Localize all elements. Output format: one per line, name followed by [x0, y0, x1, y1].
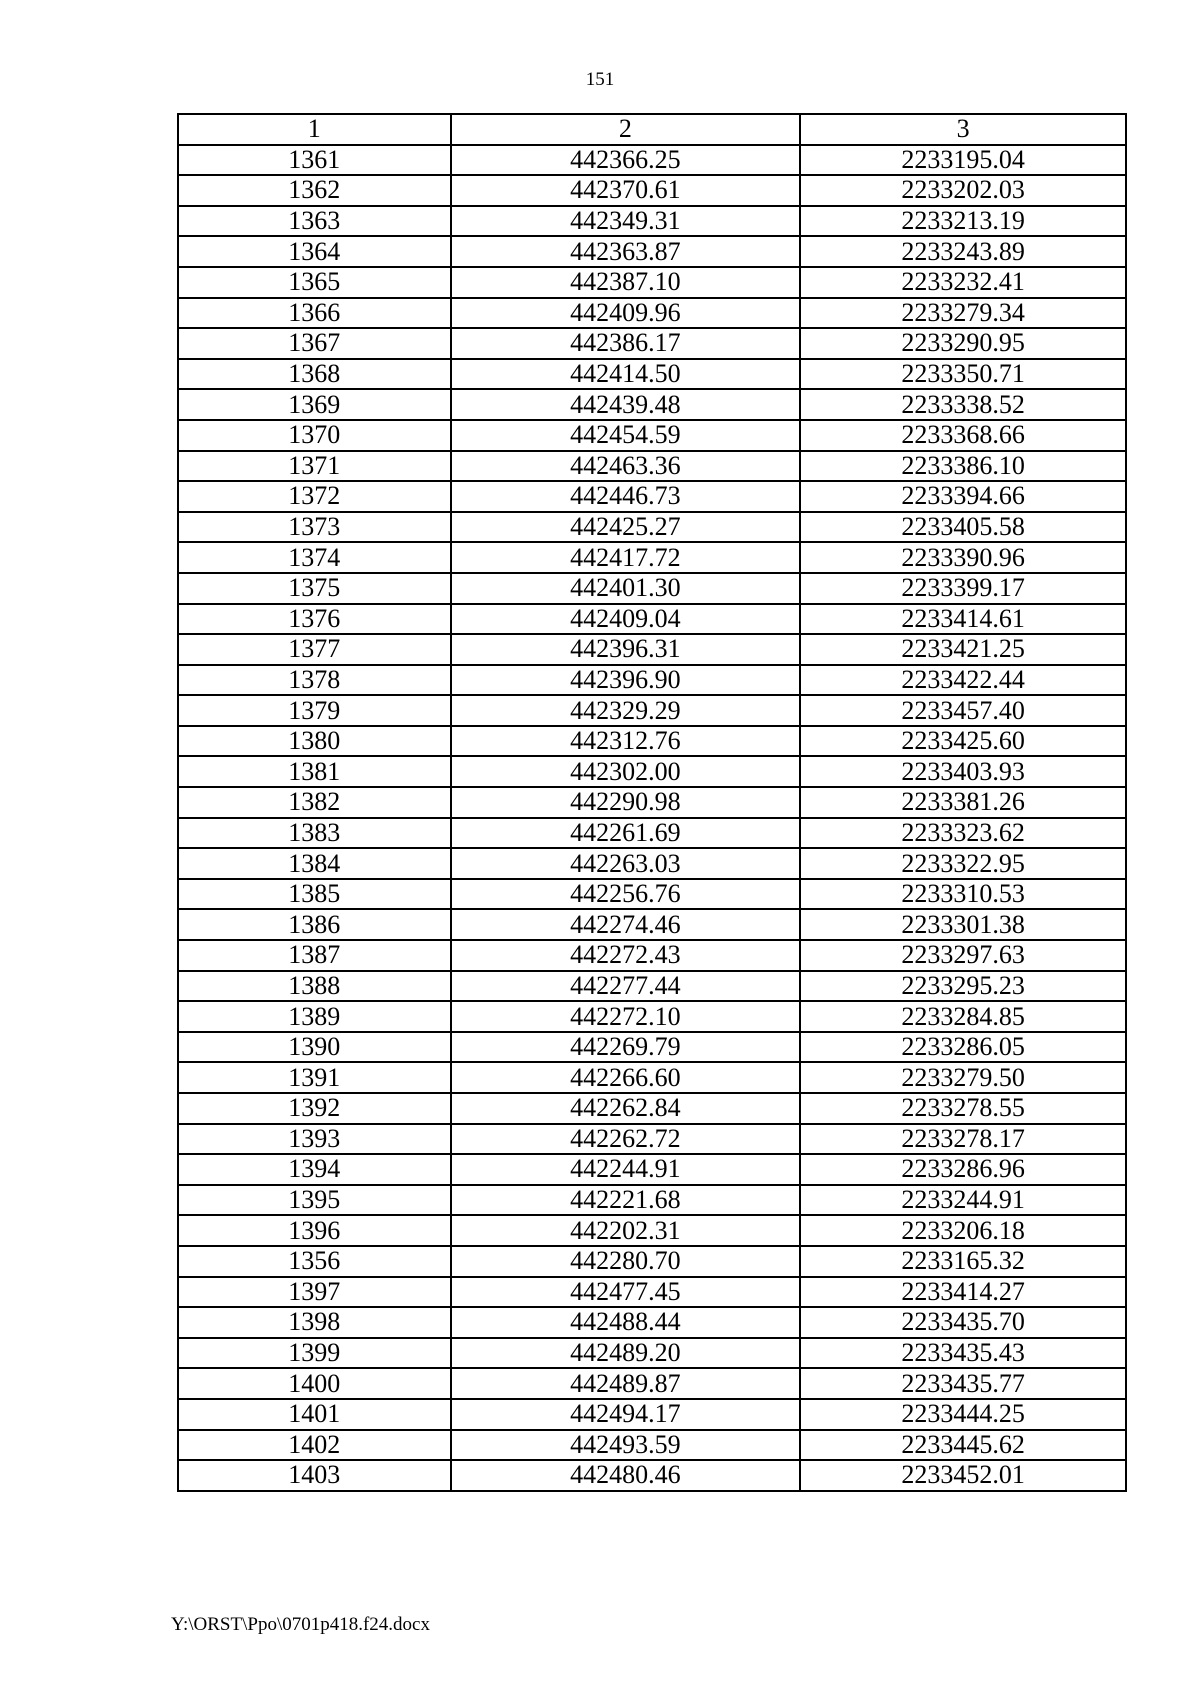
point-number-cell: 1371 — [178, 451, 451, 482]
y-coordinate-cell: 2233279.34 — [800, 298, 1126, 329]
point-number-cell: 1389 — [178, 1001, 451, 1032]
y-coordinate-cell: 2233295.23 — [800, 971, 1126, 1002]
y-coordinate-cell: 2233284.85 — [800, 1001, 1126, 1032]
y-coordinate-cell: 2233297.63 — [800, 940, 1126, 971]
table-row — [178, 1124, 1126, 1155]
point-number-cell: 1375 — [178, 573, 451, 604]
x-coordinate-cell: 442256.76 — [451, 879, 801, 910]
point-number-cell: 1379 — [178, 695, 451, 726]
point-number-cell: 1393 — [178, 1124, 451, 1155]
table-row — [178, 145, 1126, 176]
y-coordinate-cell: 2233394.66 — [800, 481, 1126, 512]
table-row — [178, 175, 1126, 206]
y-coordinate-cell: 2233244.91 — [800, 1185, 1126, 1216]
table-row — [178, 328, 1126, 359]
x-coordinate-cell: 442274.46 — [451, 909, 801, 940]
x-coordinate-cell: 442312.76 — [451, 726, 801, 757]
y-coordinate-cell: 2233421.25 — [800, 634, 1126, 665]
table-row — [178, 1430, 1126, 1461]
x-coordinate-cell: 442489.87 — [451, 1368, 801, 1399]
point-number-cell: 1383 — [178, 818, 451, 849]
x-coordinate-cell: 442439.48 — [451, 389, 801, 420]
table-row — [178, 1032, 1126, 1063]
y-coordinate-cell: 2233368.66 — [800, 420, 1126, 451]
x-coordinate-cell: 442488.44 — [451, 1307, 801, 1338]
table-row — [178, 512, 1126, 543]
y-coordinate-cell: 2233414.27 — [800, 1277, 1126, 1308]
x-coordinate-cell: 442262.84 — [451, 1093, 801, 1124]
x-coordinate-cell: 442370.61 — [451, 175, 801, 206]
y-coordinate-cell: 2233243.89 — [800, 236, 1126, 267]
x-coordinate-cell: 442263.03 — [451, 848, 801, 879]
x-coordinate-cell: 442280.70 — [451, 1246, 801, 1277]
y-coordinate-cell: 2233278.17 — [800, 1124, 1126, 1155]
x-coordinate-cell: 442349.31 — [451, 206, 801, 237]
y-coordinate-cell: 2233425.60 — [800, 726, 1126, 757]
table-row — [178, 1215, 1126, 1246]
x-coordinate-cell: 442290.98 — [451, 787, 801, 818]
x-coordinate-cell: 442489.20 — [451, 1338, 801, 1369]
point-number-cell: 1372 — [178, 481, 451, 512]
point-number-cell: 1374 — [178, 542, 451, 573]
point-number-cell: 1364 — [178, 236, 451, 267]
x-coordinate-cell: 442366.25 — [451, 145, 801, 176]
x-coordinate-cell: 442302.00 — [451, 756, 801, 787]
y-coordinate-cell: 2233422.44 — [800, 665, 1126, 696]
table-row — [178, 573, 1126, 604]
point-number-cell: 1381 — [178, 756, 451, 787]
table-row — [178, 879, 1126, 910]
table-row — [178, 1277, 1126, 1308]
x-coordinate-cell: 442401.30 — [451, 573, 801, 604]
y-coordinate-cell: 2233414.61 — [800, 604, 1126, 635]
table-row — [178, 1368, 1126, 1399]
table-row — [178, 451, 1126, 482]
x-coordinate-cell: 442363.87 — [451, 236, 801, 267]
table-row — [178, 389, 1126, 420]
point-number-cell: 1390 — [178, 1032, 451, 1063]
x-coordinate-cell: 442480.46 — [451, 1460, 801, 1491]
y-coordinate-cell: 2233399.17 — [800, 573, 1126, 604]
y-coordinate-cell: 2233435.43 — [800, 1338, 1126, 1369]
x-coordinate-cell: 442454.59 — [451, 420, 801, 451]
point-number-cell: 1384 — [178, 848, 451, 879]
y-coordinate-cell: 2233452.01 — [800, 1460, 1126, 1491]
y-coordinate-cell: 2233301.38 — [800, 909, 1126, 940]
table-row — [178, 787, 1126, 818]
table-row — [178, 604, 1126, 635]
column-header-3: 3 — [800, 114, 1126, 145]
y-coordinate-cell: 2233232.41 — [800, 267, 1126, 298]
y-coordinate-cell: 2233405.58 — [800, 512, 1126, 543]
x-coordinate-cell: 442202.31 — [451, 1215, 801, 1246]
x-coordinate-cell: 442221.68 — [451, 1185, 801, 1216]
y-coordinate-cell: 2233445.62 — [800, 1430, 1126, 1461]
table-row — [178, 420, 1126, 451]
x-coordinate-cell: 442261.69 — [451, 818, 801, 849]
x-coordinate-cell: 442269.79 — [451, 1032, 801, 1063]
x-coordinate-cell: 442387.10 — [451, 267, 801, 298]
y-coordinate-cell: 2233386.10 — [800, 451, 1126, 482]
point-number-cell: 1394 — [178, 1154, 451, 1185]
point-number-cell: 1402 — [178, 1430, 451, 1461]
x-coordinate-cell: 442409.04 — [451, 604, 801, 635]
point-number-cell: 1400 — [178, 1368, 451, 1399]
y-coordinate-cell: 2233338.52 — [800, 389, 1126, 420]
x-coordinate-cell: 442463.36 — [451, 451, 801, 482]
x-coordinate-cell: 442244.91 — [451, 1154, 801, 1185]
y-coordinate-cell: 2233206.18 — [800, 1215, 1126, 1246]
point-number-cell: 1403 — [178, 1460, 451, 1491]
table-row — [178, 359, 1126, 390]
point-number-cell: 1391 — [178, 1062, 451, 1093]
x-coordinate-cell: 442425.27 — [451, 512, 801, 543]
y-coordinate-cell: 2233444.25 — [800, 1399, 1126, 1430]
y-coordinate-cell: 2233286.05 — [800, 1032, 1126, 1063]
x-coordinate-cell: 442477.45 — [451, 1277, 801, 1308]
table-row — [178, 267, 1126, 298]
table-row — [178, 909, 1126, 940]
y-coordinate-cell: 2233381.26 — [800, 787, 1126, 818]
point-number-cell: 1385 — [178, 879, 451, 910]
table-row — [178, 298, 1126, 329]
table-row — [178, 940, 1126, 971]
x-coordinate-cell: 442262.72 — [451, 1124, 801, 1155]
point-number-cell: 1365 — [178, 267, 451, 298]
y-coordinate-cell: 2233290.95 — [800, 328, 1126, 359]
table-row — [178, 726, 1126, 757]
point-number-cell: 1362 — [178, 175, 451, 206]
table-row — [178, 1246, 1126, 1277]
x-coordinate-cell: 442493.59 — [451, 1430, 801, 1461]
x-coordinate-cell: 442396.31 — [451, 634, 801, 665]
y-coordinate-cell: 2233195.04 — [800, 145, 1126, 176]
table-row — [178, 1185, 1126, 1216]
table-row — [178, 1062, 1126, 1093]
y-coordinate-cell: 2233213.19 — [800, 206, 1126, 237]
footer-file-path: Y:\ORST\Ppo\0701p418.f24.docx — [171, 1614, 430, 1635]
y-coordinate-cell: 2233278.55 — [800, 1093, 1126, 1124]
point-number-cell: 1367 — [178, 328, 451, 359]
x-coordinate-cell: 442494.17 — [451, 1399, 801, 1430]
point-number-cell: 1380 — [178, 726, 451, 757]
y-coordinate-cell: 2233310.53 — [800, 879, 1126, 910]
table-row — [178, 1093, 1126, 1124]
y-coordinate-cell: 2233279.50 — [800, 1062, 1126, 1093]
table-row — [178, 1001, 1126, 1032]
point-number-cell: 1382 — [178, 787, 451, 818]
table-row — [178, 1399, 1126, 1430]
table-row — [178, 1154, 1126, 1185]
table-row — [178, 1338, 1126, 1369]
x-coordinate-cell: 442396.90 — [451, 665, 801, 696]
x-coordinate-cell: 442414.50 — [451, 359, 801, 390]
y-coordinate-cell: 2233202.03 — [800, 175, 1126, 206]
point-number-cell: 1361 — [178, 145, 451, 176]
point-number-cell: 1376 — [178, 604, 451, 635]
y-coordinate-cell: 2233323.62 — [800, 818, 1126, 849]
table-row — [178, 206, 1126, 237]
y-coordinate-cell: 2233435.70 — [800, 1307, 1126, 1338]
point-number-cell: 1369 — [178, 389, 451, 420]
point-number-cell: 1396 — [178, 1215, 451, 1246]
point-number-cell: 1397 — [178, 1277, 451, 1308]
point-number-cell: 1387 — [178, 940, 451, 971]
point-number-cell: 1368 — [178, 359, 451, 390]
table-row — [178, 695, 1126, 726]
y-coordinate-cell: 2233457.40 — [800, 695, 1126, 726]
point-number-cell: 1373 — [178, 512, 451, 543]
y-coordinate-cell: 2233322.95 — [800, 848, 1126, 879]
point-number-cell: 1377 — [178, 634, 451, 665]
x-coordinate-cell: 442417.72 — [451, 542, 801, 573]
table-row — [178, 665, 1126, 696]
x-coordinate-cell: 442386.17 — [451, 328, 801, 359]
y-coordinate-cell: 2233435.77 — [800, 1368, 1126, 1399]
page-number: 151 — [585, 69, 615, 90]
y-coordinate-cell: 2233403.93 — [800, 756, 1126, 787]
table-row — [178, 236, 1126, 267]
point-number-cell: 1392 — [178, 1093, 451, 1124]
y-coordinate-cell: 2233350.71 — [800, 359, 1126, 390]
table-row — [178, 1307, 1126, 1338]
table-row — [178, 634, 1126, 665]
point-number-cell: 1366 — [178, 298, 451, 329]
y-coordinate-cell: 2233390.96 — [800, 542, 1126, 573]
coordinates-table — [177, 113, 1127, 1492]
point-number-cell: 1370 — [178, 420, 451, 451]
table-row — [178, 1460, 1126, 1491]
table-row — [178, 818, 1126, 849]
table-row — [178, 481, 1126, 512]
point-number-cell: 1356 — [178, 1246, 451, 1277]
point-number-cell: 1378 — [178, 665, 451, 696]
y-coordinate-cell: 2233286.96 — [800, 1154, 1126, 1185]
x-coordinate-cell: 442446.73 — [451, 481, 801, 512]
table-row — [178, 971, 1126, 1002]
table-body — [178, 145, 1126, 1491]
x-coordinate-cell: 442266.60 — [451, 1062, 801, 1093]
table-header-row — [178, 114, 1126, 145]
point-number-cell: 1401 — [178, 1399, 451, 1430]
point-number-cell: 1386 — [178, 909, 451, 940]
point-number-cell: 1398 — [178, 1307, 451, 1338]
x-coordinate-cell: 442329.29 — [451, 695, 801, 726]
point-number-cell: 1388 — [178, 971, 451, 1002]
point-number-cell: 1395 — [178, 1185, 451, 1216]
x-coordinate-cell: 442272.10 — [451, 1001, 801, 1032]
x-coordinate-cell: 442272.43 — [451, 940, 801, 971]
point-number-cell: 1399 — [178, 1338, 451, 1369]
point-number-cell: 1363 — [178, 206, 451, 237]
column-header-1: 1 — [178, 114, 451, 145]
x-coordinate-cell: 442409.96 — [451, 298, 801, 329]
y-coordinate-cell: 2233165.32 — [800, 1246, 1126, 1277]
x-coordinate-cell: 442277.44 — [451, 971, 801, 1002]
column-header-2: 2 — [451, 114, 801, 145]
table-row — [178, 542, 1126, 573]
table-row — [178, 756, 1126, 787]
table-row — [178, 848, 1126, 879]
